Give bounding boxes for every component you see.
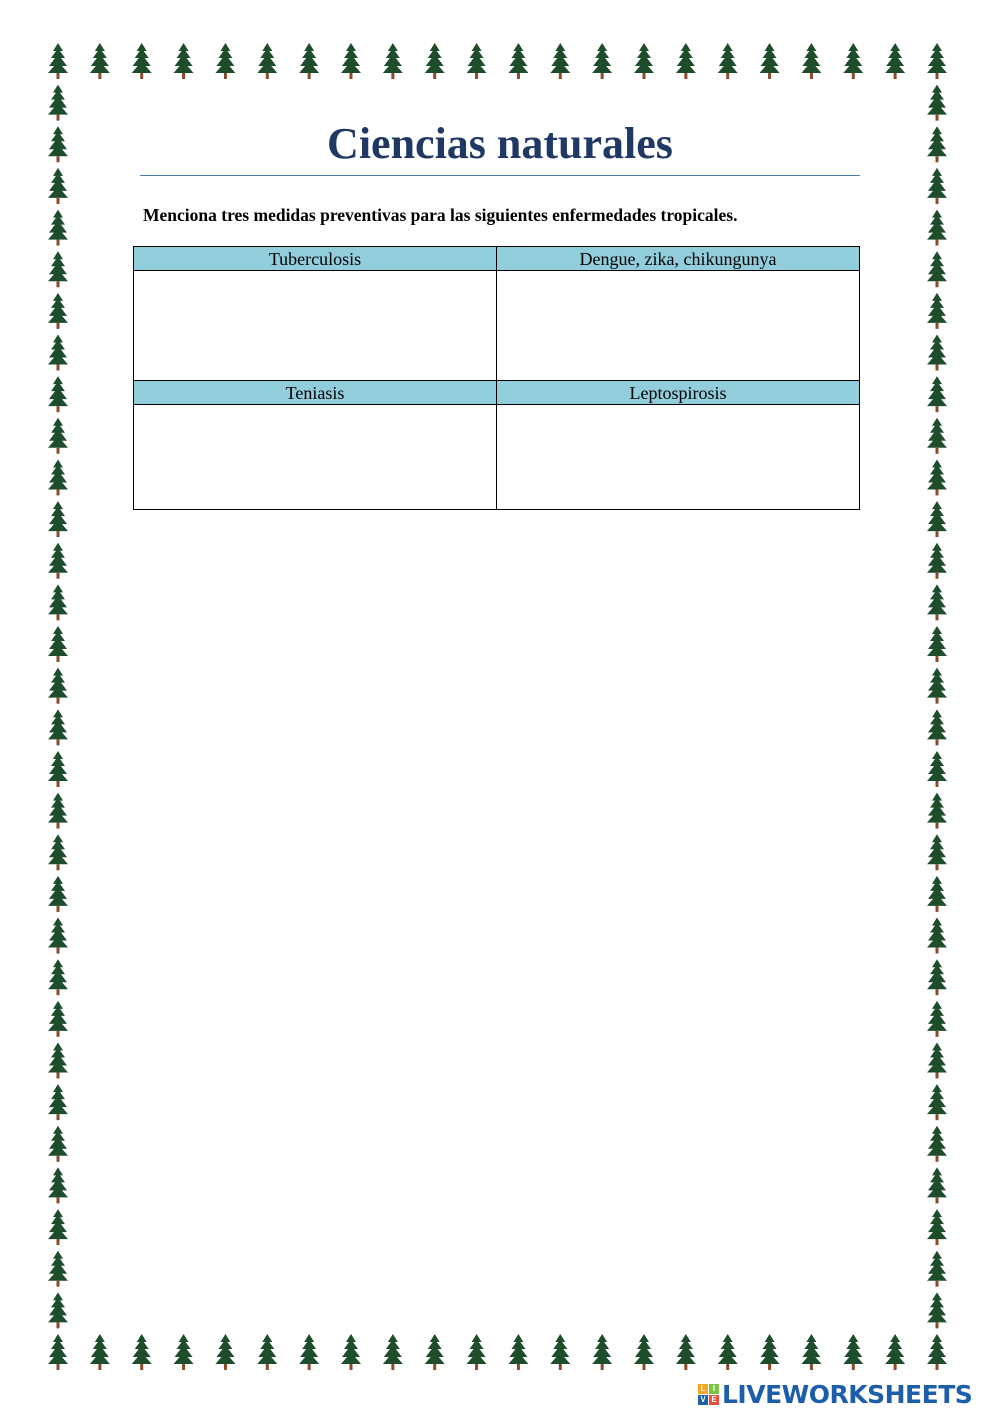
pine-tree-icon [48, 709, 68, 745]
pine-tree-icon [48, 1167, 68, 1203]
pine-tree-icon [467, 1334, 487, 1370]
pine-tree-icon [257, 43, 277, 79]
pine-tree-icon [48, 918, 68, 954]
pine-tree-icon [927, 793, 947, 829]
pine-tree-icon [927, 335, 947, 371]
pine-tree-icon [48, 1084, 68, 1120]
pine-tree-icon [508, 1334, 528, 1370]
pine-tree-icon [48, 1126, 68, 1162]
pine-tree-icon [843, 1334, 863, 1370]
pine-tree-icon [718, 43, 738, 79]
pine-tree-icon [215, 43, 235, 79]
pine-tree-icon [132, 43, 152, 79]
pine-tree-icon [550, 43, 570, 79]
pine-tree-icon [927, 626, 947, 662]
pine-tree-icon [927, 376, 947, 412]
pine-tree-icon [927, 543, 947, 579]
pine-tree-icon [592, 43, 612, 79]
pine-tree-icon [48, 459, 68, 495]
pine-tree-icon [48, 85, 68, 121]
pine-tree-icon [90, 1334, 110, 1370]
pine-tree-icon [174, 1334, 194, 1370]
pine-tree-icon [676, 43, 696, 79]
answer-box-dengue[interactable] [497, 271, 860, 381]
pine-tree-icon [48, 501, 68, 537]
pine-tree-icon [48, 876, 68, 912]
pine-tree-icon [48, 626, 68, 662]
pine-tree-icon [48, 1001, 68, 1037]
pine-tree-icon [48, 1042, 68, 1078]
pine-tree-icon [48, 959, 68, 995]
pine-tree-icon [48, 168, 68, 204]
mark-letter: V [698, 1395, 708, 1405]
pine-tree-icon [48, 335, 68, 371]
pine-tree-icon [550, 1334, 570, 1370]
header-leptospirosis: Leptospirosis [497, 381, 860, 405]
pine-tree-icon [927, 251, 947, 287]
pine-tree-icon [48, 668, 68, 704]
mark-letter: I [709, 1384, 719, 1394]
pine-tree-icon [48, 543, 68, 579]
pine-tree-icon [341, 1334, 361, 1370]
pine-tree-icon [48, 834, 68, 870]
pine-tree-icon [927, 1292, 947, 1328]
pine-tree-icon [927, 709, 947, 745]
pine-tree-icon [801, 43, 821, 79]
pine-tree-icon [927, 1042, 947, 1078]
pine-tree-icon [843, 43, 863, 79]
answer-box-tuberculosis[interactable] [134, 271, 497, 381]
pine-tree-icon [215, 1334, 235, 1370]
answer-box-teniasis[interactable] [134, 405, 497, 510]
mark-letter: E [709, 1395, 719, 1405]
pine-tree-icon [299, 43, 319, 79]
pine-tree-icon [927, 1001, 947, 1037]
pine-tree-icon [48, 1292, 68, 1328]
pine-tree-icon [634, 1334, 654, 1370]
pine-tree-icon [48, 210, 68, 246]
pine-tree-icon [927, 459, 947, 495]
liveworksheets-mark-icon [698, 1384, 719, 1405]
pine-tree-icon [718, 1334, 738, 1370]
pine-tree-icon [927, 210, 947, 246]
pine-tree-icon [927, 501, 947, 537]
pine-tree-icon [383, 1334, 403, 1370]
pine-tree-icon [48, 376, 68, 412]
pine-tree-icon [801, 1334, 821, 1370]
pine-tree-icon [48, 584, 68, 620]
pine-tree-icon [425, 43, 445, 79]
pine-tree-icon [885, 1334, 905, 1370]
pine-tree-icon [927, 834, 947, 870]
pine-tree-icon [48, 751, 68, 787]
pine-tree-icon [257, 1334, 277, 1370]
pine-tree-icon [927, 293, 947, 329]
pine-tree-icon [676, 1334, 696, 1370]
pine-tree-icon [90, 43, 110, 79]
pine-tree-icon [927, 1209, 947, 1245]
pine-tree-icon [299, 1334, 319, 1370]
pine-tree-icon [927, 126, 947, 162]
pine-tree-icon [927, 1251, 947, 1287]
pine-tree-icon [467, 43, 487, 79]
pine-tree-icon [927, 1126, 947, 1162]
pine-tree-icon [927, 918, 947, 954]
pine-tree-icon [592, 1334, 612, 1370]
pine-tree-icon [48, 43, 68, 79]
pine-tree-icon [927, 876, 947, 912]
instruction-text: Menciona tres medidas preventivas para las siguientes enfermedades tropicales. [143, 205, 738, 225]
pine-tree-icon [508, 43, 528, 79]
pine-tree-icon [48, 1334, 68, 1370]
pine-tree-icon [927, 1334, 947, 1370]
pine-tree-icon [927, 584, 947, 620]
pine-tree-icon [927, 43, 947, 79]
liveworksheets-logo [698, 1379, 972, 1409]
pine-tree-icon [885, 43, 905, 79]
pine-tree-icon [927, 168, 947, 204]
header-tuberculosis: Tuberculosis [134, 247, 497, 271]
mark-letter: L [698, 1384, 708, 1394]
pine-tree-icon [383, 43, 403, 79]
pine-tree-icon [48, 1251, 68, 1287]
logo-text: LIVEWORKSHEETS [722, 1379, 973, 1409]
header-dengue: Dengue, zika, chikungunya [497, 247, 860, 271]
pine-tree-icon [48, 793, 68, 829]
pine-tree-icon [760, 43, 780, 79]
pine-tree-icon [927, 1167, 947, 1203]
pine-tree-icon [132, 1334, 152, 1370]
title-underline [140, 175, 860, 176]
pine-tree-icon [927, 1084, 947, 1120]
pine-tree-icon [927, 751, 947, 787]
pine-tree-icon [48, 251, 68, 287]
pine-tree-icon [927, 668, 947, 704]
pine-tree-icon [48, 293, 68, 329]
page-title: Ciencias naturales [327, 119, 673, 168]
pine-tree-icon [927, 85, 947, 121]
pine-tree-icon [48, 1209, 68, 1245]
pine-tree-icon [760, 1334, 780, 1370]
header-teniasis: Teniasis [134, 381, 497, 405]
pine-tree-icon [174, 43, 194, 79]
pine-tree-icon [48, 418, 68, 454]
pine-tree-icon [48, 126, 68, 162]
answer-table [133, 246, 860, 510]
pine-tree-icon [927, 418, 947, 454]
pine-tree-icon [634, 43, 654, 79]
pine-tree-icon [927, 959, 947, 995]
pine-tree-icon [341, 43, 361, 79]
pine-tree-icon [425, 1334, 445, 1370]
answer-box-leptospirosis[interactable] [497, 405, 860, 510]
